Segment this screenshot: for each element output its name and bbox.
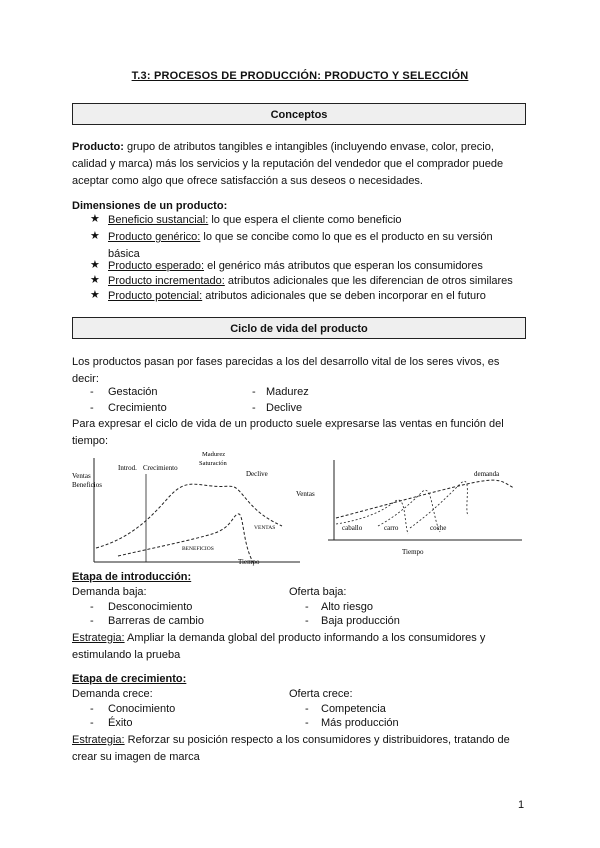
demanda-item: Éxito [108,717,133,729]
ylabel-beneficios: Beneficios [72,481,102,489]
dimension-text-cont: básica [108,248,140,260]
ciclo-intro-line1: Los productos pasan por fases parecidas a los del desarrollo vital de los seres vivos, es [72,356,500,368]
star-icon: ★ [90,274,100,286]
dimension-text: el genérico más atributos que esperan los consumidores [204,260,483,272]
label-declive: Declive [246,470,268,478]
dash-marker: - [90,717,94,729]
oferta-item: Alto riesgo [321,601,373,613]
dimension-text: lo que espera el cliente como beneficio [208,214,402,226]
dash-marker: - [90,386,94,398]
dimension-term: Producto potencial: [108,290,203,302]
ciclo-expr-line2: tiempo: [72,435,109,447]
label-beneficios-curve: BENEFICIOS [182,546,214,552]
beneficios-curve [118,514,254,564]
dimension-term: Producto genérico: [108,231,201,243]
estrategia-line1: Ampliar la demanda global del producto informando a los consumidores y [124,632,486,644]
producto-line1: grupo de atributos tangibles e intangibles (incluyendo envase, color, precio, [123,141,494,153]
oferta-item: Competencia [321,703,386,715]
dimension-text: atributos adicionales que les diferencian de otros similares [224,275,513,287]
oferta-crece-label: Oferta crece: [289,688,353,700]
dash-marker: - [90,703,94,715]
ciclo-expresion [72,416,532,450]
demanda-baja-label: Demanda baja: [72,586,147,598]
dimension-term: Producto esperado: [108,260,205,272]
label-crecimiento: Crecimiento [143,464,178,472]
life-cycle-diagram [72,446,302,572]
fase-item: Gestación [108,386,158,398]
dash-marker: - [252,386,256,398]
label-madurez: Madurez [202,451,226,458]
dash-marker: - [305,601,309,613]
star-icon: ★ [90,259,100,271]
demanda-curve [336,480,514,518]
ylabel-ventas: Ventas [296,490,315,498]
estrategia-line1: Reforzar su posición respecto a los consumidores y distribuidores, tratando de [124,734,510,746]
fase-item: Madurez [266,386,309,398]
ciclo-expr-line1: Para expresar el ciclo de vida de un producto suele expresarse las ventas en función del [72,418,504,430]
label-demanda: demanda [474,470,500,478]
dimension-item [108,288,528,305]
star-icon: ★ [90,213,100,225]
producto-line3: aceptar como algo que ofrece satisfacción a sus deseos o necesidades. [72,175,423,187]
oferta-baja-label: Oferta baja: [289,586,347,598]
dash-marker: - [305,717,309,729]
dash-marker: - [252,402,256,414]
fase-item: Crecimiento [108,402,167,414]
estrategia-label: Estrategia: [72,632,125,644]
fase-item: Declive [266,402,303,414]
dimension-term: Producto incrementado: [108,275,225,287]
xlabel-tiempo: Tiempo [402,548,424,556]
estrategia-line2: estimulando la prueba [72,649,181,661]
dash-marker: - [90,402,94,414]
producto-term: Producto: [72,141,124,153]
label-introd: Introd. [118,464,137,472]
etapa-introduccion-heading: Etapa de introducción: [72,571,192,583]
oferta-item: Más producción [321,717,399,729]
star-icon: ★ [90,230,100,242]
ylabel-ventas: Ventas [72,472,91,480]
label-carro: carro [384,524,399,532]
dash-marker: - [305,703,309,715]
page-title: T.3: PROCESOS DE PRODUCCIÓN: PRODUCTO Y SELECCIÓN [131,70,469,82]
dimension-term: Beneficio sustancial: [108,214,209,226]
producto-line2: calidad y marca) más los servicios y la reputación del vendedor que el comprador puede [72,158,504,170]
label-saturacion: Saturación [199,460,227,467]
demanda-item: Conocimiento [108,703,176,715]
dimensiones-heading: Dimensiones de un producto: [72,200,228,212]
coche-curve [410,481,468,528]
oferta-item: Baja producción [321,615,400,627]
dash-marker: - [305,615,309,627]
demanda-item: Barreras de cambio [108,615,204,627]
producto-definition [72,139,532,190]
estrategia-line2: crear su imagen de marca [72,751,200,763]
dash-marker: - [90,601,94,613]
demanda-crece-label: Demanda crece: [72,688,153,700]
dimension-item [108,212,528,229]
label-ventas-curve: VENTAS [254,525,276,531]
section-header-ciclo: Ciclo de vida del producto [72,317,526,339]
label-tiempo: Tiempo [238,558,260,566]
dimension-text: atributos adicionales que se deben incorporar en el futuro [202,290,486,302]
page-number: 1 [518,799,525,811]
dash-marker: - [90,615,94,627]
ciclo-intro-line2: decir: [72,373,99,385]
star-icon: ★ [90,289,100,301]
estrategia-introduccion [72,630,532,664]
dimension-text: lo que se concibe como lo que es el producto en su versión [200,231,493,243]
ciclo-intro [72,354,532,388]
label-coche: coche [430,524,447,532]
demanda-item: Desconocimiento [108,601,193,613]
label-caballo: caballo [342,524,363,532]
etapa-crecimiento-heading: Etapa de crecimiento: [72,673,187,685]
ventas-curve [96,484,282,548]
estrategia-label: Estrategia: [72,734,125,746]
estrategia-crecimiento [72,732,532,766]
demand-diagram [292,452,524,560]
section-header-conceptos: Conceptos [72,103,526,125]
